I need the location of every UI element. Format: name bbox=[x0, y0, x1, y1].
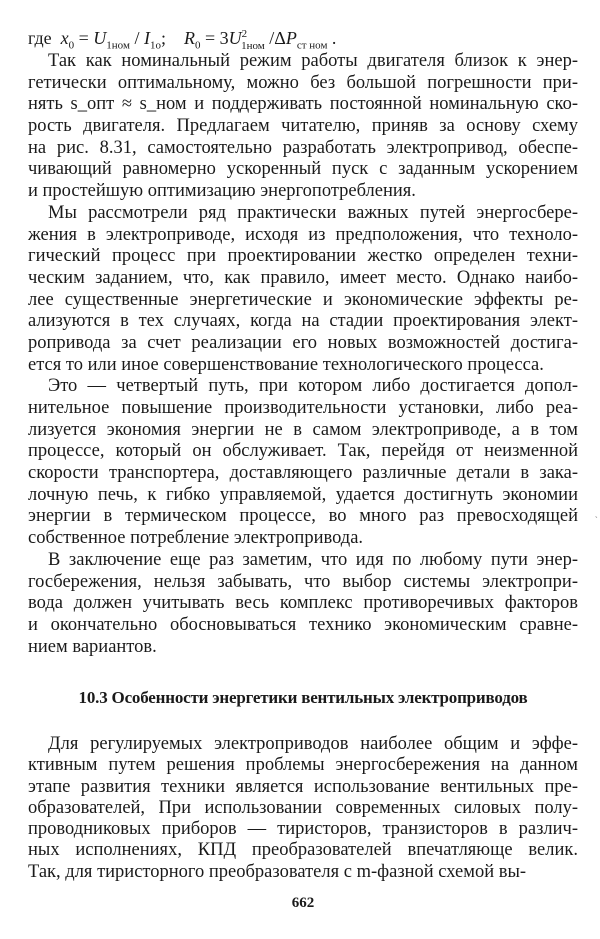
text-line: ктивным путем решения проблемы энергосбережения на данном bbox=[28, 755, 578, 776]
formula-sub: 0 bbox=[68, 39, 75, 52]
formula-sub: 1ном bbox=[106, 39, 130, 52]
text-line: нять s_опт ≈ s_ном и поддерживать постоянной номинальную ско- bbox=[28, 94, 578, 115]
text-line: ется то или иное совершенствование технологического процесса. bbox=[28, 354, 544, 375]
text-line: Это — четвертый путь, при котором либо достигается допол- bbox=[48, 376, 578, 397]
formula-op: = bbox=[74, 28, 94, 48]
text-line: ализуются в тех случаях, когда на стадии проектирования элект- bbox=[28, 311, 578, 332]
text-line: жения в электроприводе, исходя из предположения, что техноло- bbox=[28, 224, 578, 245]
formula-op: /Δ bbox=[264, 28, 286, 48]
formula-u: U bbox=[93, 28, 107, 48]
paragraph bbox=[28, 550, 578, 658]
formula-sub: 1ном bbox=[241, 39, 265, 52]
text-line: рость двигателя. Предлагаем читателю, приняв за основу схему bbox=[28, 116, 578, 137]
text-line: энергии в термическом процессе, во много раз превосходящей bbox=[28, 506, 578, 527]
formula-r: R bbox=[183, 28, 195, 48]
text-line: госбережения, нельзя забывать, что выбор системы электропри- bbox=[28, 571, 578, 592]
formula-op: = 3 bbox=[200, 28, 229, 48]
text-line: ных исполнениях, КПД преобразователей впечатляюще велик. bbox=[28, 840, 578, 861]
section-text bbox=[28, 734, 578, 883]
text-line: процессе, который он обслуживает. Так, перейдя от неизменной bbox=[28, 441, 578, 462]
text-line: вода должен учитывать весь комплекс противоречивых факторов bbox=[28, 593, 578, 614]
text-line: лочную печь, к гибко управляемой, удается достигнуть экономии bbox=[28, 484, 578, 505]
paragraph bbox=[28, 203, 578, 377]
formula-sub: 1o bbox=[149, 39, 161, 52]
formula-op: / bbox=[129, 28, 144, 48]
formula-x: x bbox=[60, 28, 69, 48]
text-line: ропривода за счет реализации его новых возможностей достига- bbox=[28, 332, 578, 353]
formula-op: . bbox=[327, 28, 337, 48]
body-text bbox=[28, 51, 578, 658]
formula-sub: 0 bbox=[194, 39, 201, 52]
text-line: проводниковых приборов — тиристоров, транзисторов в различ- bbox=[28, 819, 578, 840]
text-line: собственное потребление электропривода. bbox=[28, 528, 364, 549]
text-line: ческим заданием, что, как правило, имеет место. Однако наибо- bbox=[28, 267, 578, 288]
formula-u: U bbox=[228, 28, 242, 48]
text-line: лее существенные энергетические и экономические эффекты ре- bbox=[28, 289, 578, 310]
text-line: Так, для тиристорного преобразователя с m-фазной схемой вы- bbox=[28, 861, 527, 882]
text-line: гический процесс при проектировании жестко определен техни- bbox=[28, 246, 578, 267]
formula-i: I bbox=[143, 28, 150, 48]
formula-sub: ст ном bbox=[296, 39, 328, 52]
text-line: Для регулируемых электроприводов наиболее общим и эффе- bbox=[48, 734, 578, 754]
text-line: на рис. 8.31, самостоятельно разработать электропривод, обеспе- bbox=[28, 137, 578, 158]
formula-p: P bbox=[285, 28, 297, 48]
text-line: Так как номинальный режим работы двигателя близок к энер- bbox=[48, 51, 578, 71]
text-line: лизуется экономия энергии не в самом электроприводе, а в том bbox=[28, 419, 578, 440]
text-line: нием вариантов. bbox=[28, 636, 157, 657]
text-line: и окончательно обосновываться технико экономическим сравне- bbox=[28, 614, 578, 635]
paragraph bbox=[28, 51, 578, 203]
formula-word: где bbox=[28, 28, 52, 48]
section-heading: 10.3 Особенности энергетики вентильных электроприводов bbox=[78, 688, 528, 707]
text-line: скорости транспортера, доставляющего различные детали в зака- bbox=[28, 463, 578, 484]
text-line: чивающий равномерно ускоренный пуск с заданным ускорением bbox=[28, 159, 578, 180]
text-line: нительное повышение производительности установки, либо реа- bbox=[28, 398, 578, 418]
formula-line bbox=[28, 28, 336, 52]
formula-op: ; bbox=[160, 28, 166, 48]
paragraph bbox=[28, 376, 578, 550]
page-number: 662 bbox=[291, 895, 315, 911]
text-line: В заключение еще раз заметим, что идя по любому пути энер- bbox=[48, 549, 578, 570]
text-line: гетически оптимальному, можно без большой погрешности при- bbox=[28, 72, 578, 93]
text-line: образователей, При использовании современных силовых полу- bbox=[28, 797, 578, 818]
text-line: этапе развития техники является использование вентильных пре- bbox=[28, 776, 578, 797]
formula-sup: 2 bbox=[241, 28, 248, 40]
text-line: Мы рассмотрели ряд практически важных путей энергосбере- bbox=[48, 202, 578, 223]
paragraph bbox=[28, 734, 578, 883]
text-line: и простейшую оптимизацию энергопотребления. bbox=[28, 181, 416, 202]
scan-mark: ` bbox=[594, 516, 598, 527]
